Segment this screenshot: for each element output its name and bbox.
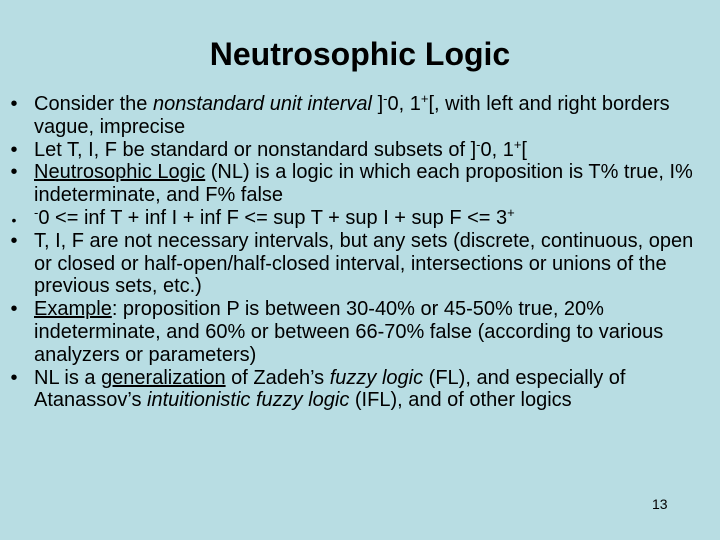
- text-segment: -: [34, 204, 39, 220]
- page-number: 13: [652, 496, 668, 512]
- slide-title: Neutrosophic Logic: [209, 36, 511, 72]
- text-segment: fuzzy logic: [329, 366, 424, 389]
- bullet-text: [34, 161, 693, 206]
- text-segment: T, I, F are not necessary intervals, but any sets (discrete, continuous, open or closed or half-open/half-closed interval, intersections or unions of the previous sets, etc.): [34, 229, 694, 298]
- bullet-dot-icon: •: [10, 298, 18, 321]
- text-segment: -: [476, 136, 481, 152]
- bullet-text: [34, 230, 693, 298]
- bullet-text: [34, 298, 663, 366]
- text-segment: [, with left and right borders vague, imprecise: [34, 93, 670, 138]
- text-segment: of Zadeh’s: [225, 366, 330, 389]
- bullet-text: [34, 93, 670, 138]
- bullet-text: [34, 367, 625, 412]
- text-segment: nonstandard unit interval: [152, 93, 373, 115]
- text-segment: (IFL), and of other logics: [349, 389, 572, 412]
- bullet-item: [4, 136, 716, 162]
- bullet-dot-icon: •: [10, 229, 18, 252]
- bullet-list: [4, 93, 716, 412]
- bullet-dot-icon: •: [11, 211, 17, 228]
- text-segment: Example: [34, 298, 112, 321]
- text-segment: 0 <= inf T + inf I + inf F <= sup T + sup I + sup F <= 3: [38, 206, 508, 229]
- text-segment: +: [513, 136, 522, 152]
- bullet-dot-icon: •: [10, 161, 18, 184]
- bullet-item: [4, 93, 716, 139]
- text-segment: +: [507, 204, 515, 220]
- text-segment: 0, 1: [480, 138, 514, 161]
- text-segment: 0, 1: [387, 93, 421, 115]
- text-segment: (FL), and especially of Atanassov’s: [34, 366, 626, 412]
- bullet-text: [34, 136, 527, 161]
- text-segment: Consider the: [34, 93, 153, 115]
- bullet-item: [4, 204, 716, 230]
- text-segment: generalization: [101, 366, 226, 389]
- bullet-dot-icon: •: [10, 138, 18, 161]
- bullet-text: [34, 204, 515, 229]
- text-segment: [: [521, 138, 527, 161]
- text-segment: Neutrosophic Logic: [34, 161, 206, 184]
- bullet-dot-icon: •: [10, 366, 18, 389]
- text-segment: -: [383, 91, 388, 106]
- bullet-item: [4, 367, 716, 413]
- text-segment: intuitionistic fuzzy logic: [147, 389, 350, 412]
- bullet-item: [4, 230, 716, 298]
- text-segment: Let T, I, F be standard or nonstandard subsets of ]: [34, 138, 477, 161]
- bullet-item: [4, 298, 716, 366]
- text-segment: ]: [372, 93, 384, 115]
- text-segment: (NL) is a logic in which each proposition is T% true, I% indeterminate, and F% false: [34, 161, 693, 207]
- bullet-item: [4, 161, 716, 207]
- text-segment: NL is a: [34, 366, 102, 389]
- bullet-dot-icon: •: [10, 93, 18, 115]
- text-segment: : proposition P is between 30-40% or 45-50% true, 20% indeterminate, and 60% or between 66-70% false (according to various analyzers or parameters): [34, 298, 664, 366]
- text-segment: +: [420, 91, 429, 106]
